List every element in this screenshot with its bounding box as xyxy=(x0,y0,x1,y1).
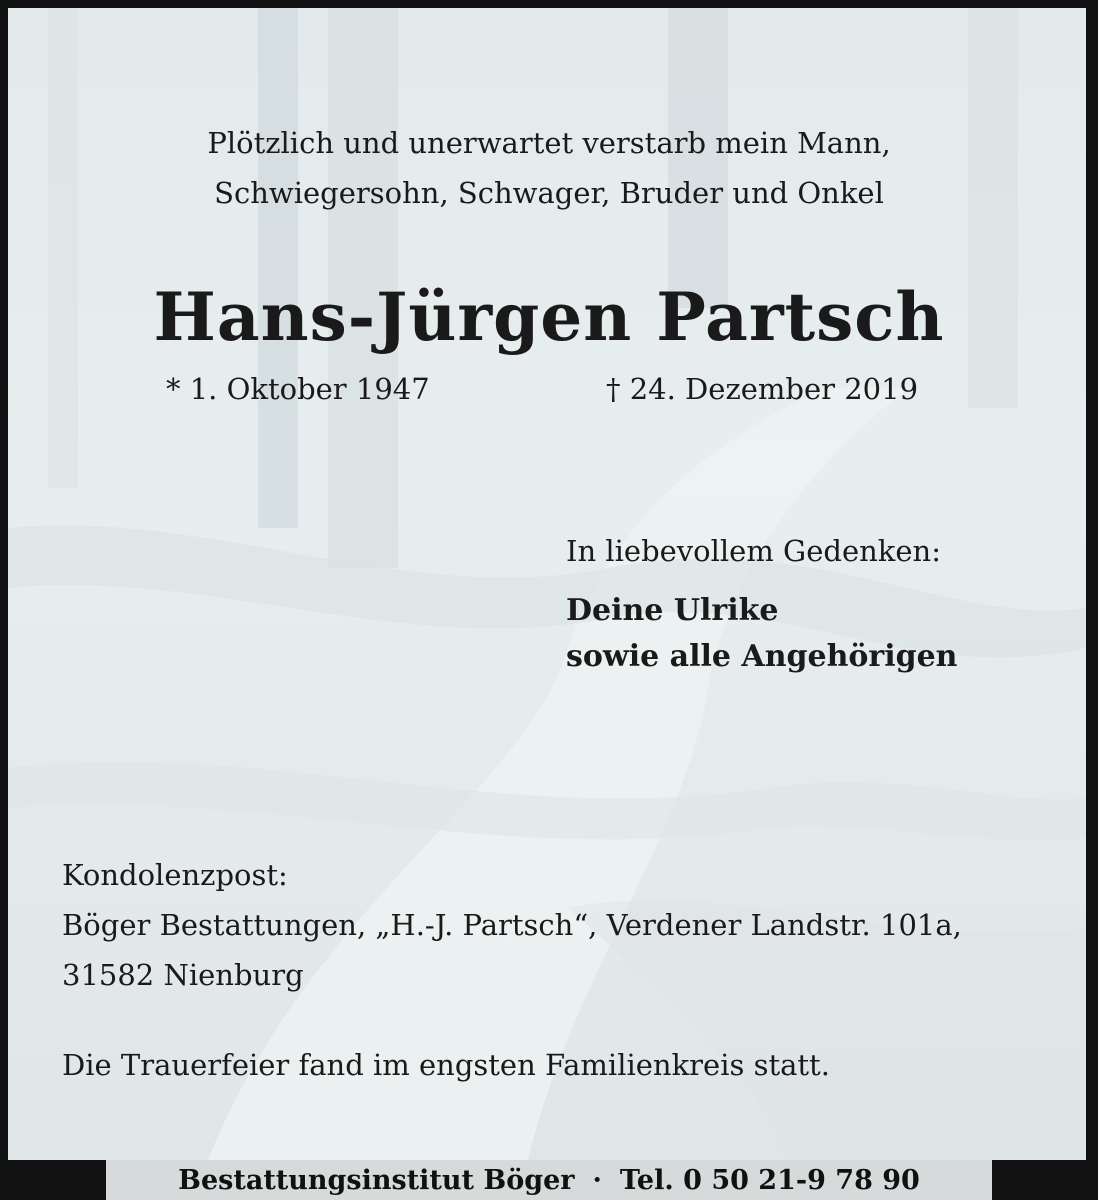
mourner-line-2: sowie alle Angehörigen xyxy=(566,639,958,674)
condolence-address-line-1: Böger Bestattungen, „H.-J. Partsch“, Verdener Landstr. 101a, xyxy=(62,908,962,942)
deceased-name: Hans-Jürgen Partsch xyxy=(153,278,945,356)
funeral-home-phone: Tel. 0 50 21-9 78 90 xyxy=(619,1164,920,1196)
condolence-address-line-2: 31582 Nienburg xyxy=(62,958,304,992)
condolence-address xyxy=(62,850,962,1000)
intro-line-2: Schwiegersohn, Schwager, Bruder und Onkel xyxy=(214,176,884,210)
ceremony-note: Die Trauerfeier fand im engsten Familienkreis statt. xyxy=(62,1048,830,1082)
condolence-label: Kondolenzpost: xyxy=(62,858,288,892)
footer-separator: · xyxy=(592,1164,602,1196)
intro-line-1: Plötzlich und unerwartet verstarb mein Mann, xyxy=(207,126,891,160)
funeral-home-footer xyxy=(106,1160,992,1200)
intro-text xyxy=(0,118,1098,218)
birth-date: * 1. Oktober 1947 xyxy=(166,372,430,406)
mourners xyxy=(566,588,957,680)
funeral-home-name: Bestattungsinstitut Böger xyxy=(178,1164,575,1196)
memory-heading: In liebevollem Gedenken: xyxy=(566,534,941,568)
mourner-line-1: Deine Ulrike xyxy=(566,593,779,628)
death-date: † 24. Dezember 2019 xyxy=(606,372,919,406)
